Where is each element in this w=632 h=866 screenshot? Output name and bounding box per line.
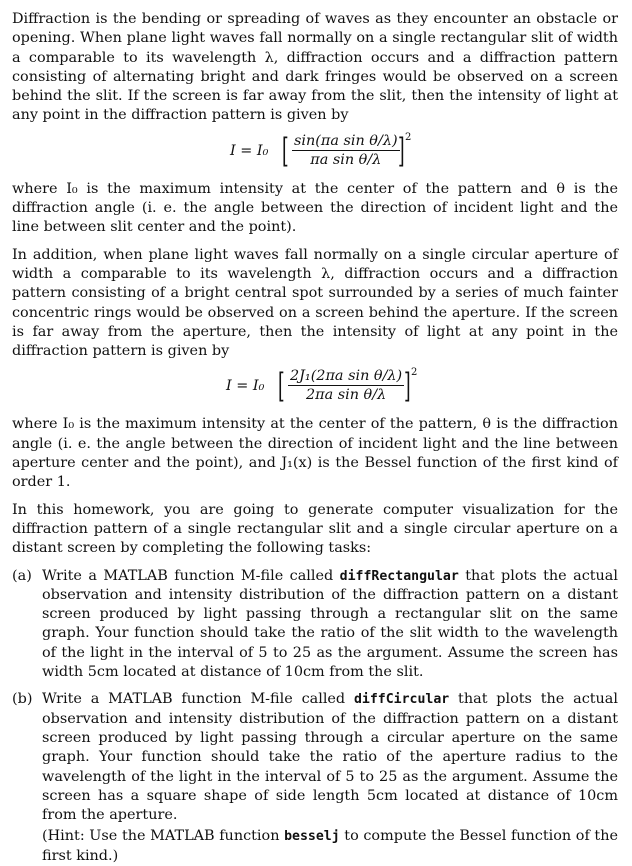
document-page: [12, 10, 618, 866]
paragraph-circular: In addition, when plane light waves fall normally on a single circular aperture of width a comparable to its wavelength λ, diffraction occurs and a diffraction pattern consisting of a bright central spot surrounded by a series of much fainter concentric rings would be observed on a screen behind the aperture. If the screen is far away from the aperture, then the intensity of light at any point in the diffraction pattern is given by: [12, 246, 618, 360]
task-a-label: (a): [12, 567, 32, 584]
equation-exponent: 2: [411, 367, 418, 379]
task-b-label: (b): [12, 691, 33, 708]
equation-fraction: $\frac{\text{2J₁(2πa sin θ/λ)}}{\text{2πa sin θ/λ}}$: [290, 368, 403, 404]
equation-lhs: I = I₀: [230, 142, 269, 159]
code-besselj: besselj: [284, 829, 340, 845]
code-diffcircular: diffCircular: [353, 692, 450, 708]
equation-rectangular: I = I₀ [ $\frac{\text{sin(πa sin θ/λ)}}{\text{πa sin θ/λ}}$ ] 2: [12, 128, 618, 180]
paragraph-homework: In this homework, you are going to generate computer visualization for the diffraction pattern of a single rectangular slit and a single circular aperture on a distant screen by completing the following tasks:: [12, 501, 618, 557]
equation-fraction: $\frac{\text{sin(πa sin θ/λ)}}{\text{πa sin θ/λ}}$: [294, 132, 398, 168]
intro-paragraph: Diffraction is the bending or spreading of waves as they encounter an obstacle or opening. When plane light waves fall normally on a single rectangular slit of width a comparable to its wavelength λ, diffraction occurs and a diffraction pattern consisting of alternating bright and dark fringes would be observed on a screen behind the slit. If the screen is far away from the slit, then the intensity of light at any point in the diffraction pattern is given by: [12, 11, 618, 124]
equation-lhs: I = I₀: [226, 378, 265, 395]
code-diffrectangular: diffRectangular: [339, 568, 459, 584]
equation-exponent: 2: [405, 131, 412, 143]
task-a: (a) Write a MATLAB function M-file called diffRectangular that plots the actual observation and intensity distribution of the diffraction pattern on a distant screen produced by light passing through a rectangular slit on the same graph. Your function should take the ratio of the slit width to the wavelength of the light in the interval of 5 to 25 as the argument. Assume the screen has width 5cm located at distance of 10cm from the slit.: [12, 567, 618, 681]
task-b: (b) Write a MATLAB function M-file called diffCircular that plots the actual observation and intensity distribution of the diffraction pattern on a distant screen produced by light passing through a circular aperture on the same graph. Your function should take the ratio of the aperture radius to the wavelength of the light in the interval of 5 to 25 as the argument. Assume the screen has a square shape of side length 5cm located at distance of 10cm from the aperture. (Hint: Use the MATLAB function besselj to compute the Bessel function of the first kind.): [12, 691, 618, 864]
paragraph-where-1: where I₀ is the maximum intensity at the center of the pattern and θ is the diffraction angle (i. e. the angle between the direction of incident light and the line between slit center and the point).: [12, 180, 618, 236]
paragraph-where-2: where I₀ is the maximum intensity at the center of the pattern, θ is the diffraction angle (i. e. the angle between the direction of incident light and the line between aperture center and the point), and J₁(x) is the Bessel function of the first kind of order 1.: [12, 416, 618, 491]
equation-circular: I = I₀ [ $\frac{\text{2J₁(2πa sin θ/λ)}}{\text{2πa sin θ/λ}}$ ] 2: [12, 363, 618, 415]
